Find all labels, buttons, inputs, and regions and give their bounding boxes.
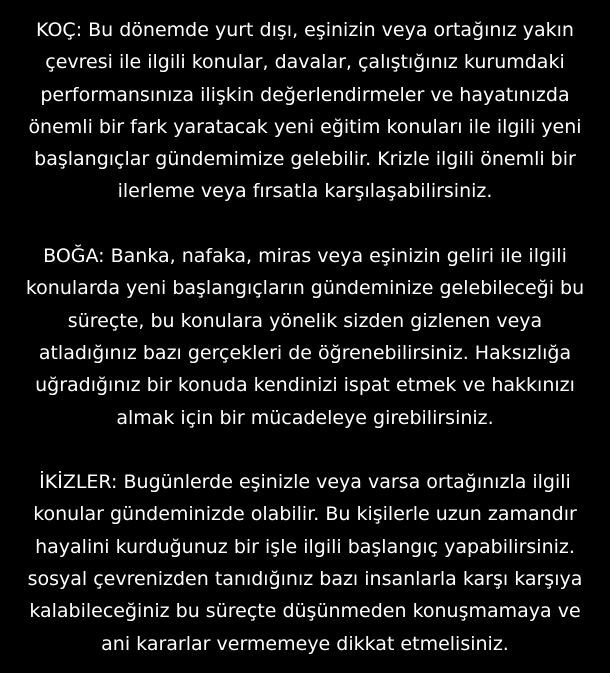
text-line: ilerleme veya fırsatla karşılaşabilirsiniz. [117, 180, 493, 203]
text-line: önemli bir fark yaratacak yeni eğitim konuları ile ilgili yeni [28, 115, 582, 138]
horoscope-paragraph-ikizler [0, 466, 610, 660]
text-line: almak için bir mücadeleye girebilirsiniz. [116, 406, 494, 429]
text-line: atladığınız bazı gerçekleri de öğrenebilirsiniz. Haksızlığa [38, 341, 572, 364]
text-line: konular gündeminizde olabilir. Bu kişilerle uzun zamandır [33, 503, 577, 526]
text-line: hayalini kurduğunuz bir işle ilgili başlangıç yapabilirsiniz. [35, 535, 575, 558]
text-line: BOĞA: Banka, nafaka, miras veya eşinizin geliri ile ilgili [43, 245, 567, 268]
horoscope-paragraph-koc [0, 14, 610, 208]
text-line: İKİZLER: Bugünlerde eşinizle veya varsa ortağınızla ilgili [39, 471, 571, 494]
text-line: uğradığınız bir konuda kendinizi ispat etmek ve hakkınızı [35, 374, 575, 397]
text-line: konularda yeni başlangıçların gündeminize gelebileceği bu [25, 277, 585, 300]
text-line: süreçte, bu konulara yönelik sizden gizlenen veya [67, 309, 543, 332]
paragraph-spacer [0, 434, 610, 466]
text-line: ani kararlar vermemeye dikkat etmelisiniz. [101, 632, 509, 655]
text-line: kalabileceğiniz bu süreçte düşünmeden konuşmamaya ve [29, 600, 581, 623]
text-line: başlangıçlar gündemimize gelebilir. Krizle ilgili önemli bir [34, 148, 576, 171]
paragraph-spacer [0, 208, 610, 240]
text-line: sosyal çevrenizden tanıdığınız bazı insanlarla karşı karşıya [27, 568, 583, 591]
text-line: çevresi ile ilgili konular, davalar, çalıştığınız kurumdaki [45, 51, 565, 74]
horoscope-paragraph-boga [0, 240, 610, 434]
text-line: performansınıza ilişkin değerlendirmeler ve hayatınızda [40, 83, 570, 106]
text-line: KOÇ: Bu dönemde yurt dışı, eşinizin veya ortağınız yakın [36, 19, 574, 41]
